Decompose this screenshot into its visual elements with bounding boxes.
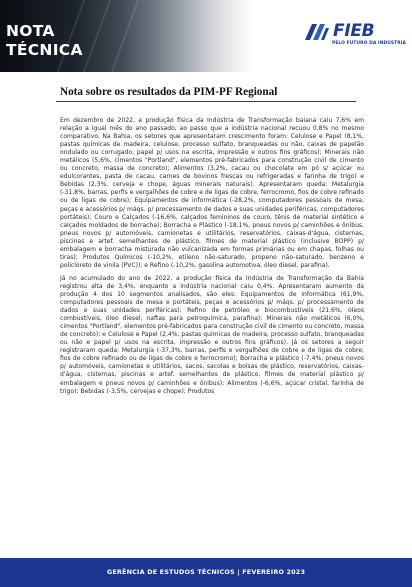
fieb-logo (303, 21, 406, 52)
document-title: Nota sobre os resultados da PIM-PF Regional (60, 86, 278, 98)
logo-name: FIEB (333, 21, 375, 41)
banner-title-line1: NOTA (6, 22, 55, 40)
footer-bar (0, 558, 412, 587)
paragraph-1: Em dezembro de 2022, a produção física da Indústria de Transformação baiana caiu 7,6% em relação a igual mês do ano passado, ao passo que a indústria nacional recuou 0,8% no mesmo comparativo. Na Bahia, os setores que apresentaram crescimento foram: Celulose e Papel (8,1%, pastas químicas de madeira, celulose, processo sulfato, branqueadas ou não, caixas de papelão ondulado ou corrugado, papel p/ usos na escrita, impressão e outros fins gráficos); Minerais não metálicos (5,6%, cimentos "Portland", elementos pré-fabricados para construção civil de cimento ou concreto, massa de concreto); Alimentos (3,2%, cacau ou chocolate em pó s/ açúcar ou edulcorantes, pasta de cacau, carnes de bovinos frescas ou refrigeradas e farinha de trigo) e Bebidas (2,3%, cerveja e chope, águas minerais naturais). Apresentaram queda: Metalurgia (-31,8%, barras, perfis e vergalhões de cobre e de ligas de cobre, ferrocromo, fios de cobre refinado ou de ligas de cobre); Equipamentos de informática (-28,2%, computadores pessoais de mesa, peças e acessórios p/ máqs. p/ processamento de dados e suas unidades periféricas, computadores portáteis); Couro e Calçados (-16,6%, calçados femininos de couro, tênis de material sintético e calçados moldados de borracha); Borracha e Plástico (-18,1%, pneus novos p/ caminhões e ônibus, pneus novos p/ automóveis, camionetas e utilitários, reservatórios, caixas-d'água, cisternas, piscinas e artef. semelhantes de plástico, filmes de material plástico (inclusive BOPP) p/ embalagem e borracha misturada não vulcanizada em formas primárias ou em chapas, folhas ou tiras); Produtos Químicos (-10,2%, etileno não-saturado, propeno não-saturado, benzeno e policloreto de vinila (PVC)); e Refino (-10,2%, gasolina automotiva, óleo diesel, parafina). (60, 117, 364, 269)
header-banner (0, 0, 412, 72)
logo-subtitle: PELO FUTURO DA INDÚSTRIA (332, 41, 406, 46)
banner-title-line2: TÉCNICA (6, 41, 83, 59)
footer-text: GERÊNCIA DE ESTUDOS TÉCNICOS | FEVEREIRO 2023 (106, 568, 306, 576)
fieb-logo-mark-icon (303, 24, 329, 40)
title-divider (56, 101, 356, 102)
document-body (60, 117, 364, 401)
banner-title (6, 22, 83, 60)
paragraph-2: Já no acumulado do ano de 2022, a produção física da Indústria de Transformação da Bahia registrou alta de 3,4%, enquanto a indústria nacional caiu 0,4%. Apresentaram aumento da produção 4 dos 10 segmentos analisados, são eles: Equipamentos de informática (61,9%, computadores pessoais de mesa e portáteis, peças e acessórios p/ máqs. p/ processamento de dados e suas unidades periféricas); Refino de petróleo e biocombustíveis (21,6%, óleos combustíveis, óleo diesel, naftas para petroquímica, parafina); Minerais não metálicos (6,0%, cimentos "Portland", elementos pré-fabricados para construção civil de cimento ou concreto, massa de concreto); e Celulose e Papel (2,4%, pastas químicas de madeira, processo sulfato, branqueadas ou não e papel p/ usos na escrita, impressão e outros fins gráficos). Já os setores a seguir registraram queda: Metalurgia (-37,3%, barras, perfis e vergalhões de cobre e de ligas de cobre, fios de cobre refinado ou de ligas de cobre e ferrocromo); Borracha e plástico (-7,4%, pneus novos p/ automóveis, camionetas e utilitários, sacos, sacolas e bolsas de plástico, reservatórios, caixas-d'água, cisternas, piscinas e artef. semelhantes de plástico, filmes de material plástico p/ embalagem e pneus novos p/ caminhões e ônibus); Alimentos (-6,6%, açúcar cristal, farinha de trigo); Bebidas (-3,5%, cervejas e chope); Produtos (60, 274, 364, 395)
